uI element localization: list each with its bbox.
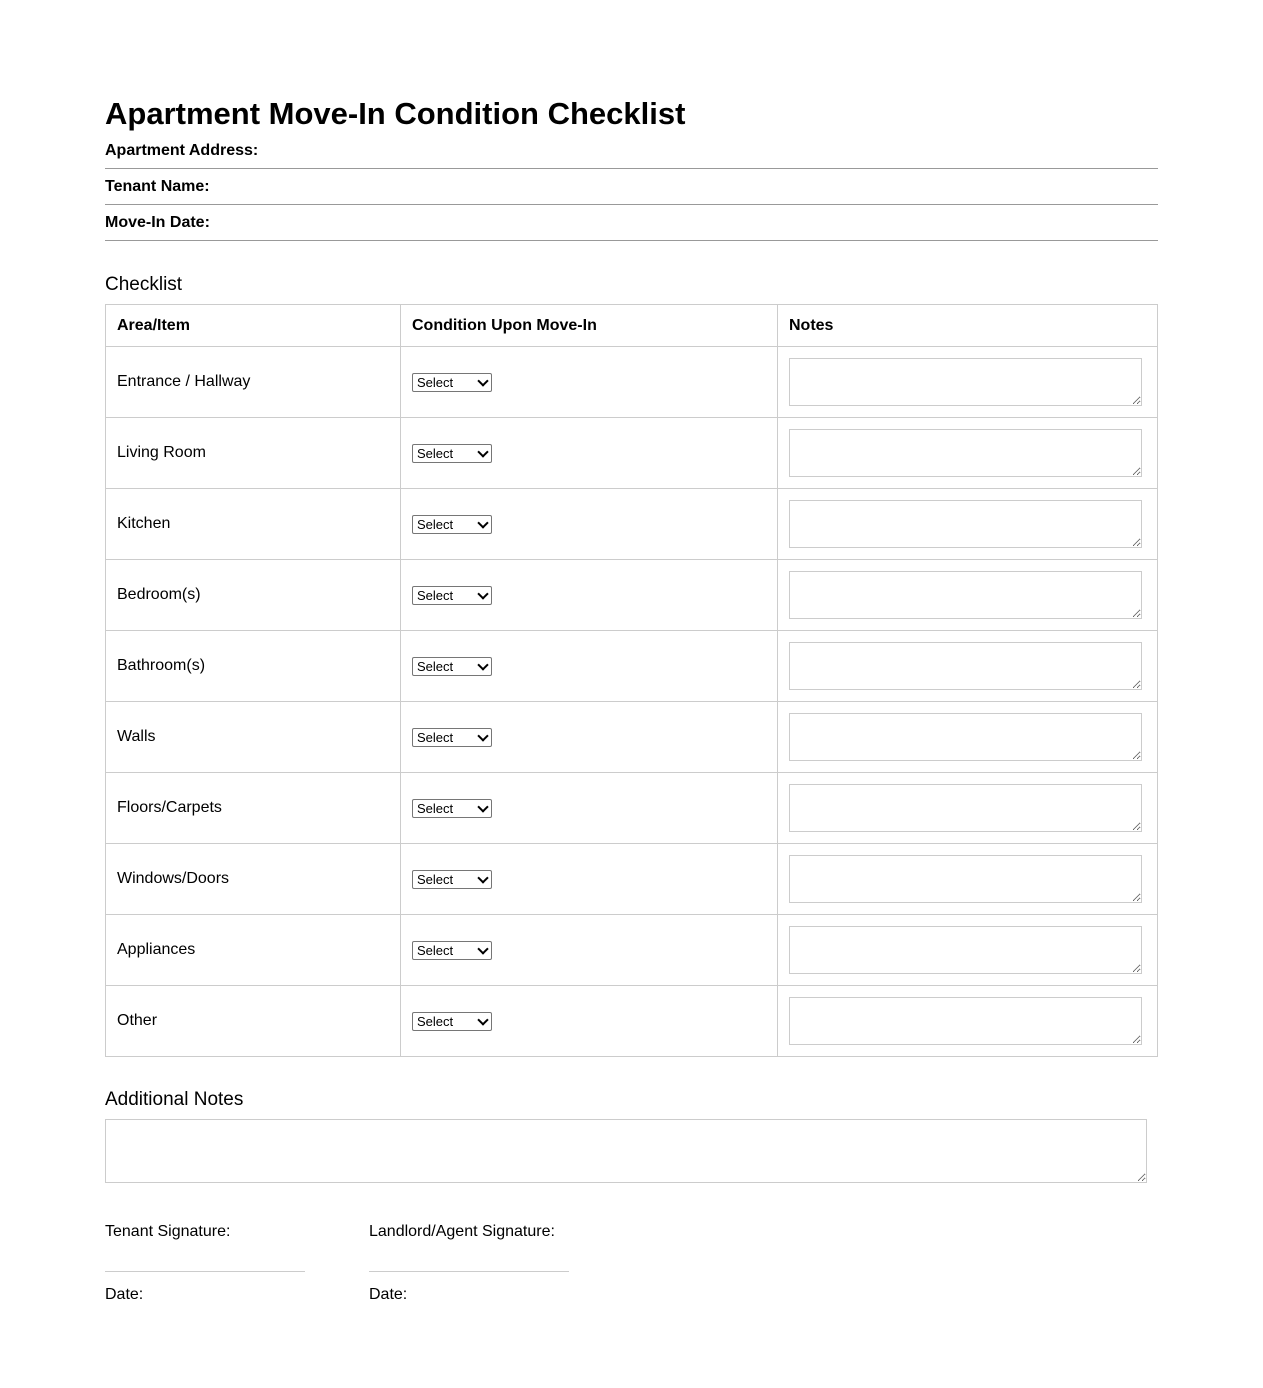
area-item: Entrance / Hallway: [106, 347, 401, 418]
tenant-date-label: Date:: [105, 1286, 144, 1303]
condition-cell: [401, 560, 778, 631]
condition-cell: [401, 986, 778, 1057]
notes-cell: [778, 418, 1158, 489]
tenant-signature-line[interactable]: [105, 1271, 305, 1272]
notes-input[interactable]: [789, 500, 1142, 548]
notes-input[interactable]: [789, 713, 1142, 761]
notes-cell: [778, 702, 1158, 773]
area-item: Bathroom(s): [106, 631, 401, 702]
condition-value: Select: [417, 800, 454, 816]
table-row: [106, 773, 1158, 844]
additional-notes-input[interactable]: [105, 1119, 1147, 1183]
table-row: [106, 489, 1158, 560]
condition-select[interactable]: [412, 444, 492, 463]
area-item: Floors/Carpets: [106, 773, 401, 844]
table-row: [106, 631, 1158, 702]
condition-value: Select: [417, 445, 454, 461]
chevron-down-icon: [477, 943, 488, 954]
condition-cell: [401, 702, 778, 773]
chevron-down-icon: [477, 517, 488, 528]
column-header: Notes: [778, 305, 1158, 347]
area-item: Kitchen: [106, 489, 401, 560]
notes-input[interactable]: [789, 358, 1142, 406]
condition-select[interactable]: [412, 373, 492, 392]
chevron-down-icon: [477, 730, 488, 741]
landlord-signature-label: Landlord/Agent Signature:: [369, 1223, 555, 1240]
notes-cell: [778, 915, 1158, 986]
condition-cell: [401, 418, 778, 489]
notes-cell: [778, 560, 1158, 631]
area-item: Living Room: [106, 418, 401, 489]
chevron-down-icon: [477, 659, 488, 670]
chevron-down-icon: [477, 872, 488, 883]
condition-cell: [401, 489, 778, 560]
condition-cell: [401, 844, 778, 915]
condition-select[interactable]: [412, 728, 492, 747]
condition-select[interactable]: [412, 870, 492, 889]
area-item: Other: [106, 986, 401, 1057]
additional-notes-heading: Additional Notes: [105, 1089, 244, 1110]
condition-cell: [401, 915, 778, 986]
move-in-date-label: Move-In Date:: [105, 214, 210, 231]
notes-input[interactable]: [789, 429, 1142, 477]
chevron-down-icon: [477, 446, 488, 457]
notes-input[interactable]: [789, 571, 1142, 619]
condition-cell: [401, 631, 778, 702]
condition-select[interactable]: [412, 515, 492, 534]
tenant-name-field[interactable]: [105, 169, 1158, 205]
landlord-date-label: Date:: [369, 1286, 408, 1303]
table-row: [106, 347, 1158, 418]
table-row: [106, 986, 1158, 1057]
condition-value: Select: [417, 729, 454, 745]
chevron-down-icon: [477, 375, 488, 386]
table-row: [106, 418, 1158, 489]
notes-input[interactable]: [789, 642, 1142, 690]
column-header: Area/Item: [106, 305, 401, 347]
chevron-down-icon: [477, 1014, 488, 1025]
condition-value: Select: [417, 1013, 454, 1029]
condition-select[interactable]: [412, 586, 492, 605]
condition-value: Select: [417, 871, 454, 887]
area-item: Windows/Doors: [106, 844, 401, 915]
table-row: [106, 844, 1158, 915]
area-item: Bedroom(s): [106, 560, 401, 631]
chevron-down-icon: [477, 801, 488, 812]
condition-value: Select: [417, 658, 454, 674]
column-header: Condition Upon Move-In: [401, 305, 778, 347]
table-row: [106, 702, 1158, 773]
page-title: Apartment Move-In Condition Checklist: [105, 96, 686, 131]
chevron-down-icon: [477, 588, 488, 599]
area-item: Walls: [106, 702, 401, 773]
condition-select[interactable]: [412, 799, 492, 818]
notes-cell: [778, 347, 1158, 418]
notes-cell: [778, 773, 1158, 844]
notes-cell: [778, 489, 1158, 560]
notes-cell: [778, 844, 1158, 915]
move-in-date-field[interactable]: [105, 205, 1158, 241]
notes-input[interactable]: [789, 997, 1142, 1045]
address-label: Apartment Address:: [105, 142, 259, 159]
notes-input[interactable]: [789, 855, 1142, 903]
address-field[interactable]: [105, 133, 1158, 169]
tenant-name-label: Tenant Name:: [105, 178, 210, 195]
table-row: [106, 915, 1158, 986]
condition-select[interactable]: [412, 1012, 492, 1031]
condition-value: Select: [417, 374, 454, 390]
table-header: [106, 305, 1158, 347]
notes-input[interactable]: [789, 784, 1142, 832]
notes-cell: [778, 631, 1158, 702]
table-row: [106, 560, 1158, 631]
condition-cell: [401, 347, 778, 418]
checklist-heading: Checklist: [105, 274, 183, 295]
condition-value: Select: [417, 942, 454, 958]
condition-select[interactable]: [412, 657, 492, 676]
notes-cell: [778, 986, 1158, 1057]
area-item: Appliances: [106, 915, 401, 986]
condition-value: Select: [417, 516, 454, 532]
checklist-table: [105, 304, 1158, 1057]
condition-value: Select: [417, 587, 454, 603]
tenant-signature-label: Tenant Signature:: [105, 1223, 231, 1240]
landlord-signature-line[interactable]: [369, 1271, 569, 1272]
condition-cell: [401, 773, 778, 844]
condition-select[interactable]: [412, 941, 492, 960]
notes-input[interactable]: [789, 926, 1142, 974]
